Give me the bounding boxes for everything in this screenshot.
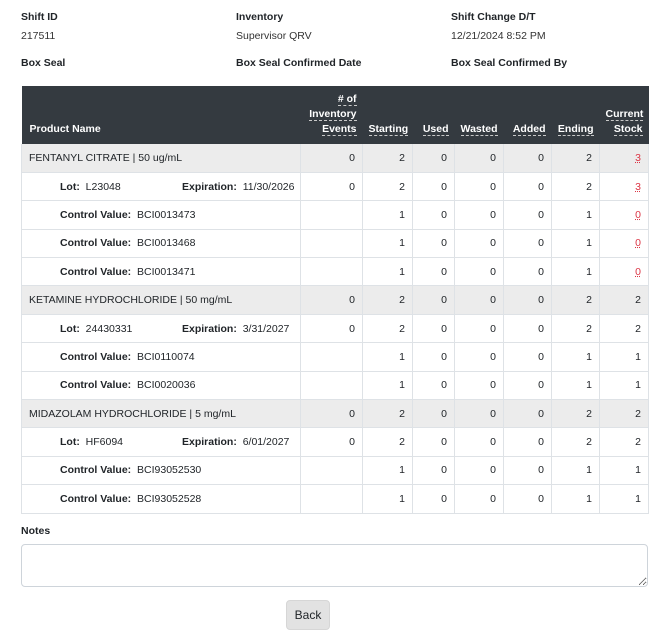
starting-cell: 2 — [363, 428, 413, 456]
shift-id-field — [21, 11, 58, 42]
wasted-cell: 0 — [455, 371, 504, 399]
box-seal-confirmed-date-label: Box Seal Confirmed Date — [236, 57, 362, 69]
used-cell: 0 — [413, 286, 455, 314]
events-cell — [301, 229, 363, 257]
shift-id-value: 217511 — [21, 30, 56, 42]
events-cell — [301, 371, 363, 399]
wasted-cell: 0 — [455, 258, 504, 286]
lot-row — [22, 172, 649, 200]
used-cell: 0 — [413, 343, 455, 371]
control-value-label: Control Value: — [60, 265, 132, 278]
product-row — [22, 286, 649, 314]
control-value: BCI0013468 — [137, 237, 196, 250]
control-value-label: Control Value: — [60, 464, 132, 477]
starting-cell: 1 — [363, 229, 413, 257]
shift-change-value: 12/21/2024 8:52 PM — [451, 30, 546, 42]
lot-cell — [22, 172, 301, 200]
used-cell: 0 — [413, 485, 455, 513]
wasted-cell: 0 — [455, 485, 504, 513]
control-value-cell — [22, 456, 301, 484]
lot-number: 24430331 — [85, 322, 133, 335]
control-value-row — [22, 456, 649, 484]
ending-cell: 1 — [552, 201, 600, 229]
shift-change-field — [451, 11, 546, 42]
control-value-label: Control Value: — [60, 350, 132, 363]
current-stock-cell — [600, 428, 649, 456]
lot-row — [22, 428, 649, 456]
box-seal-field — [21, 57, 65, 69]
product-row — [22, 400, 649, 428]
expiration-label: Expiration: — [182, 180, 237, 193]
used-cell: 0 — [413, 172, 455, 200]
shift-change-label: Shift Change D/T — [451, 11, 536, 23]
added-cell: 0 — [504, 314, 552, 342]
current-stock-cell — [600, 343, 649, 371]
wasted-cell: 0 — [455, 144, 504, 172]
added-cell: 0 — [504, 456, 552, 484]
added-cell: 0 — [504, 201, 552, 229]
added-cell: 0 — [504, 258, 552, 286]
shift-info — [0, 0, 670, 84]
added-cell: 0 — [504, 343, 552, 371]
added-cell: 0 — [504, 371, 552, 399]
wasted-cell: 0 — [455, 428, 504, 456]
starting-cell: 1 — [363, 371, 413, 399]
current-stock-cell — [600, 229, 649, 257]
used-cell: 0 — [413, 371, 455, 399]
wasted-cell: 0 — [455, 456, 504, 484]
current-stock-link-alert[interactable]: 3 — [635, 151, 641, 164]
control-value-row — [22, 371, 649, 399]
used-cell: 0 — [413, 144, 455, 172]
control-value-cell — [22, 485, 301, 513]
starting-cell: 1 — [363, 456, 413, 484]
wasted-cell: 0 — [455, 400, 504, 428]
ending-cell: 2 — [552, 172, 600, 200]
control-value-row — [22, 229, 649, 257]
starting-cell: 2 — [363, 400, 413, 428]
expiration-date: 11/30/2026 — [242, 180, 295, 193]
added-cell: 0 — [504, 172, 552, 200]
box-seal-label: Box Seal — [21, 57, 66, 69]
current-stock-link-alert[interactable]: 0 — [635, 237, 641, 250]
used-cell: 0 — [413, 201, 455, 229]
expiration-label: Expiration: — [182, 436, 237, 449]
notes-input[interactable] — [21, 544, 648, 587]
current-stock-cell — [600, 400, 649, 428]
ending-cell: 1 — [552, 456, 600, 484]
events-cell — [301, 485, 363, 513]
wasted-cell: 0 — [455, 229, 504, 257]
used-cell: 0 — [413, 258, 455, 286]
wasted-cell: 0 — [455, 172, 504, 200]
expiration-label: Expiration: — [182, 322, 237, 335]
control-value: BCI0110074 — [137, 350, 195, 363]
events-cell: 0 — [301, 286, 363, 314]
starting-cell: 2 — [363, 172, 413, 200]
col-ending[interactable]: Ending — [552, 86, 600, 144]
control-value-cell — [22, 229, 301, 257]
events-cell: 0 — [301, 428, 363, 456]
current-stock-link-alert[interactable]: 3 — [635, 180, 641, 193]
lot-cell — [22, 428, 301, 456]
starting-cell: 2 — [363, 286, 413, 314]
current-stock-cell — [600, 485, 649, 513]
events-cell — [301, 456, 363, 484]
current-stock-cell — [600, 201, 649, 229]
events-cell — [301, 343, 363, 371]
starting-cell: 1 — [363, 258, 413, 286]
inventory-label: Inventory — [236, 11, 284, 23]
col-inventory-events[interactable]: # of Inventory Events — [301, 86, 363, 144]
starting-cell: 1 — [363, 343, 413, 371]
control-value-row — [22, 201, 649, 229]
ending-cell: 1 — [552, 258, 600, 286]
current-stock-cell — [600, 172, 649, 200]
current-stock-link-alert[interactable]: 0 — [635, 208, 641, 221]
box-seal-confirmed-by-field — [451, 57, 567, 69]
control-value-label: Control Value: — [60, 379, 132, 392]
product-name-cell: FENTANYL CITRATE | 50 ug/mL — [22, 144, 301, 172]
lot-cell — [22, 314, 301, 342]
notes-label: Notes — [21, 525, 51, 537]
current-stock-value: 1 — [635, 350, 641, 363]
control-value: BCI0013471 — [137, 265, 196, 278]
lot-row — [22, 314, 649, 342]
control-value-cell — [22, 371, 301, 399]
events-cell: 0 — [301, 314, 363, 342]
wasted-cell: 0 — [455, 286, 504, 314]
added-cell: 0 — [504, 144, 552, 172]
wasted-cell: 0 — [455, 201, 504, 229]
ending-cell: 2 — [552, 314, 600, 342]
events-cell — [301, 258, 363, 286]
col-current-stock[interactable]: Current Stock — [600, 86, 649, 144]
inventory-value: Supervisor QRV — [236, 30, 312, 42]
back-button[interactable]: Back — [286, 600, 330, 630]
starting-cell: 1 — [363, 201, 413, 229]
col-starting[interactable]: Starting — [363, 86, 413, 144]
current-stock-value: 1 — [635, 492, 641, 505]
ending-cell: 2 — [552, 428, 600, 456]
current-stock-value: 2 — [635, 322, 641, 335]
added-cell: 0 — [504, 286, 552, 314]
current-stock-cell — [600, 258, 649, 286]
current-stock-cell — [600, 371, 649, 399]
lot-number: L23048 — [85, 180, 121, 193]
control-value: BCI93052528 — [137, 492, 202, 505]
events-cell: 0 — [301, 144, 363, 172]
ending-cell: 2 — [552, 286, 600, 314]
used-cell: 0 — [413, 400, 455, 428]
starting-cell: 2 — [363, 314, 413, 342]
lot-number: HF6094 — [85, 436, 124, 449]
ending-cell: 2 — [552, 144, 600, 172]
current-stock-cell — [600, 456, 649, 484]
expiration-date: 3/31/2027 — [242, 322, 290, 335]
control-value-row — [22, 343, 649, 371]
box-seal-confirmed-by-label: Box Seal Confirmed By — [451, 57, 568, 69]
lot-label: Lot: — [60, 322, 80, 335]
col-product-name[interactable]: Product Name — [22, 86, 301, 144]
added-cell: 0 — [504, 428, 552, 456]
events-cell: 0 — [301, 172, 363, 200]
used-cell: 0 — [413, 456, 455, 484]
events-cell: 0 — [301, 400, 363, 428]
current-stock-value: 2 — [635, 436, 641, 449]
events-cell — [301, 201, 363, 229]
control-value-label: Control Value: — [60, 237, 132, 250]
control-value-row — [22, 258, 649, 286]
control-value: BCI0020036 — [137, 379, 196, 392]
current-stock-value: 1 — [635, 379, 641, 392]
ending-cell: 1 — [552, 371, 600, 399]
control-value-label: Control Value: — [60, 208, 132, 221]
table-header-row — [22, 86, 649, 144]
lot-label: Lot: — [60, 180, 80, 193]
starting-cell: 1 — [363, 485, 413, 513]
current-stock-cell — [600, 144, 649, 172]
used-cell: 0 — [413, 229, 455, 257]
shift-id-label: Shift ID — [21, 11, 58, 23]
current-stock-cell — [600, 286, 649, 314]
control-value-cell — [22, 201, 301, 229]
wasted-cell: 0 — [455, 314, 504, 342]
current-stock-value: 2 — [635, 294, 641, 307]
ending-cell: 2 — [552, 400, 600, 428]
added-cell: 0 — [504, 229, 552, 257]
control-value-label: Control Value: — [60, 492, 132, 505]
inventory-table — [21, 86, 649, 514]
lot-label: Lot: — [60, 436, 80, 449]
expiration-date: 6/01/2027 — [242, 436, 290, 449]
product-name-cell: MIDAZOLAM HYDROCHLORIDE | 5 mg/mL — [22, 400, 301, 428]
added-cell: 0 — [504, 400, 552, 428]
control-value: BCI93052530 — [137, 464, 202, 477]
control-value-cell — [22, 258, 301, 286]
control-value-row — [22, 485, 649, 513]
product-row — [22, 144, 649, 172]
inventory-field — [236, 11, 312, 42]
ending-cell: 1 — [552, 343, 600, 371]
ending-cell: 1 — [552, 229, 600, 257]
current-stock-link-alert[interactable]: 0 — [635, 265, 641, 278]
added-cell: 0 — [504, 485, 552, 513]
product-name-cell: KETAMINE HYDROCHLORIDE | 50 mg/mL — [22, 286, 301, 314]
col-used[interactable]: Used — [413, 86, 455, 144]
box-seal-confirmed-date-field — [236, 57, 361, 69]
current-stock-value: 1 — [635, 464, 641, 477]
used-cell: 0 — [413, 314, 455, 342]
control-value-cell — [22, 343, 301, 371]
col-added[interactable]: Added — [504, 86, 552, 144]
current-stock-cell — [600, 314, 649, 342]
current-stock-value: 2 — [635, 407, 641, 420]
starting-cell: 2 — [363, 144, 413, 172]
wasted-cell: 0 — [455, 343, 504, 371]
used-cell: 0 — [413, 428, 455, 456]
control-value: BCI0013473 — [137, 208, 196, 221]
col-wasted[interactable]: Wasted — [455, 86, 504, 144]
ending-cell: 1 — [552, 485, 600, 513]
